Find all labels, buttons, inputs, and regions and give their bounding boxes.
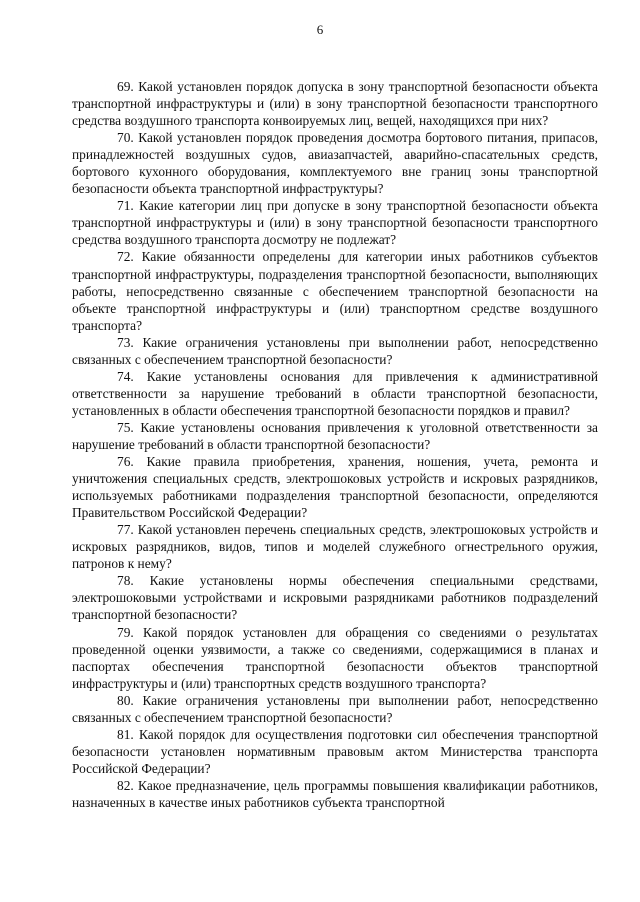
question-item: 80. Какие ограничения установлены при выполнении работ, непосредственно связанных с обеспечением транспортной безопасности? <box>72 692 598 725</box>
question-list <box>72 78 598 811</box>
page-number: 6 <box>316 22 324 37</box>
question-item: 74. Какие установлены основания для привлечения к административной ответственности за нарушение требований в области транспортной безопасности, установленных в области обеспечения транспортной безопасности порядков и правил? <box>72 368 598 418</box>
question-item: 73. Какие ограничения установлены при выполнении работ, непосредственно связанных с обеспечением транспортной безопасности? <box>72 334 598 367</box>
question-item: 72. Какие обязанности определены для категории иных работников субъектов транспортной инфраструктуры, подразделения транспортной безопасности, выполняющих работы, непосредственно связанные с обеспечением транспортной безопасности на объекте транспортной инфраструктуры и (или) транспортном средстве воздушного транспорта? <box>72 249 598 333</box>
question-item: 77. Какой установлен перечень специальных средств, электрошоковых устройств и искровых разрядников, видов, типов и моделей служебного огнестрельного оружия, патронов к нему? <box>72 522 598 572</box>
question-item: 78. Какие установлены нормы обеспечения специальными средствами, электрошоковыми устройствами и искровыми разрядниками работников подразделений транспортной безопасности? <box>72 573 598 623</box>
question-item: 75. Какие установлены основания привлечения к уголовной ответственности за нарушение требований в области транспортной безопасности? <box>72 419 598 452</box>
question-item: 81. Какой порядок для осуществления подготовки сил обеспечения транспортной безопасности установлен нормативным правовым актом Министерства транспорта Российской Федерации? <box>72 726 598 776</box>
question-item: 79. Какой порядок установлен для обращения со сведениями о результатах проведенной оценки уязвимости, а также со сведениями, содержащимися в планах и паспортах обеспечения транспортной безопасности объектов транспортной инфраструктуры и (или) транспортных средств воздушного транспорта? <box>72 624 598 691</box>
question-item: 82. Какое предназначение, цель программы повышения квалификации работников, назначенных в качестве иных работников субъекта транспортной <box>72 777 598 810</box>
question-item: 71. Какие категории лиц при допуске в зону транспортной безопасности объекта транспортной инфраструктуры и (или) в зону транспортной безопасности транспортного средства воздушного транспорта досмотру не подлежат? <box>72 198 598 248</box>
question-item: 69. Какой установлен порядок допуска в зону транспортной безопасности объекта транспортной инфраструктуры и (или) в зону транспортной безопасности транспортного средства воздушного транспорта конвоируемых лиц, вещей, находящихся при них? <box>72 79 598 129</box>
question-item: 70. Какой установлен порядок проведения досмотра бортового питания, припасов, принадлежностей воздушных судов, авиазапчастей, аварийно-спасательных средств, бортового кухонного оборудования, комплектуемого вне границ зоны транспортной безопасности объекта транспортной инфраструктуры? <box>72 130 598 197</box>
question-item: 76. Какие правила приобретения, хранения, ношения, учета, ремонта и уничтожения специальных средств, электрошоковых устройств и искровых разрядников, используемых работниками подразделения транспортной безопасности, определяются Правительством Российской Федерации? <box>72 454 598 521</box>
